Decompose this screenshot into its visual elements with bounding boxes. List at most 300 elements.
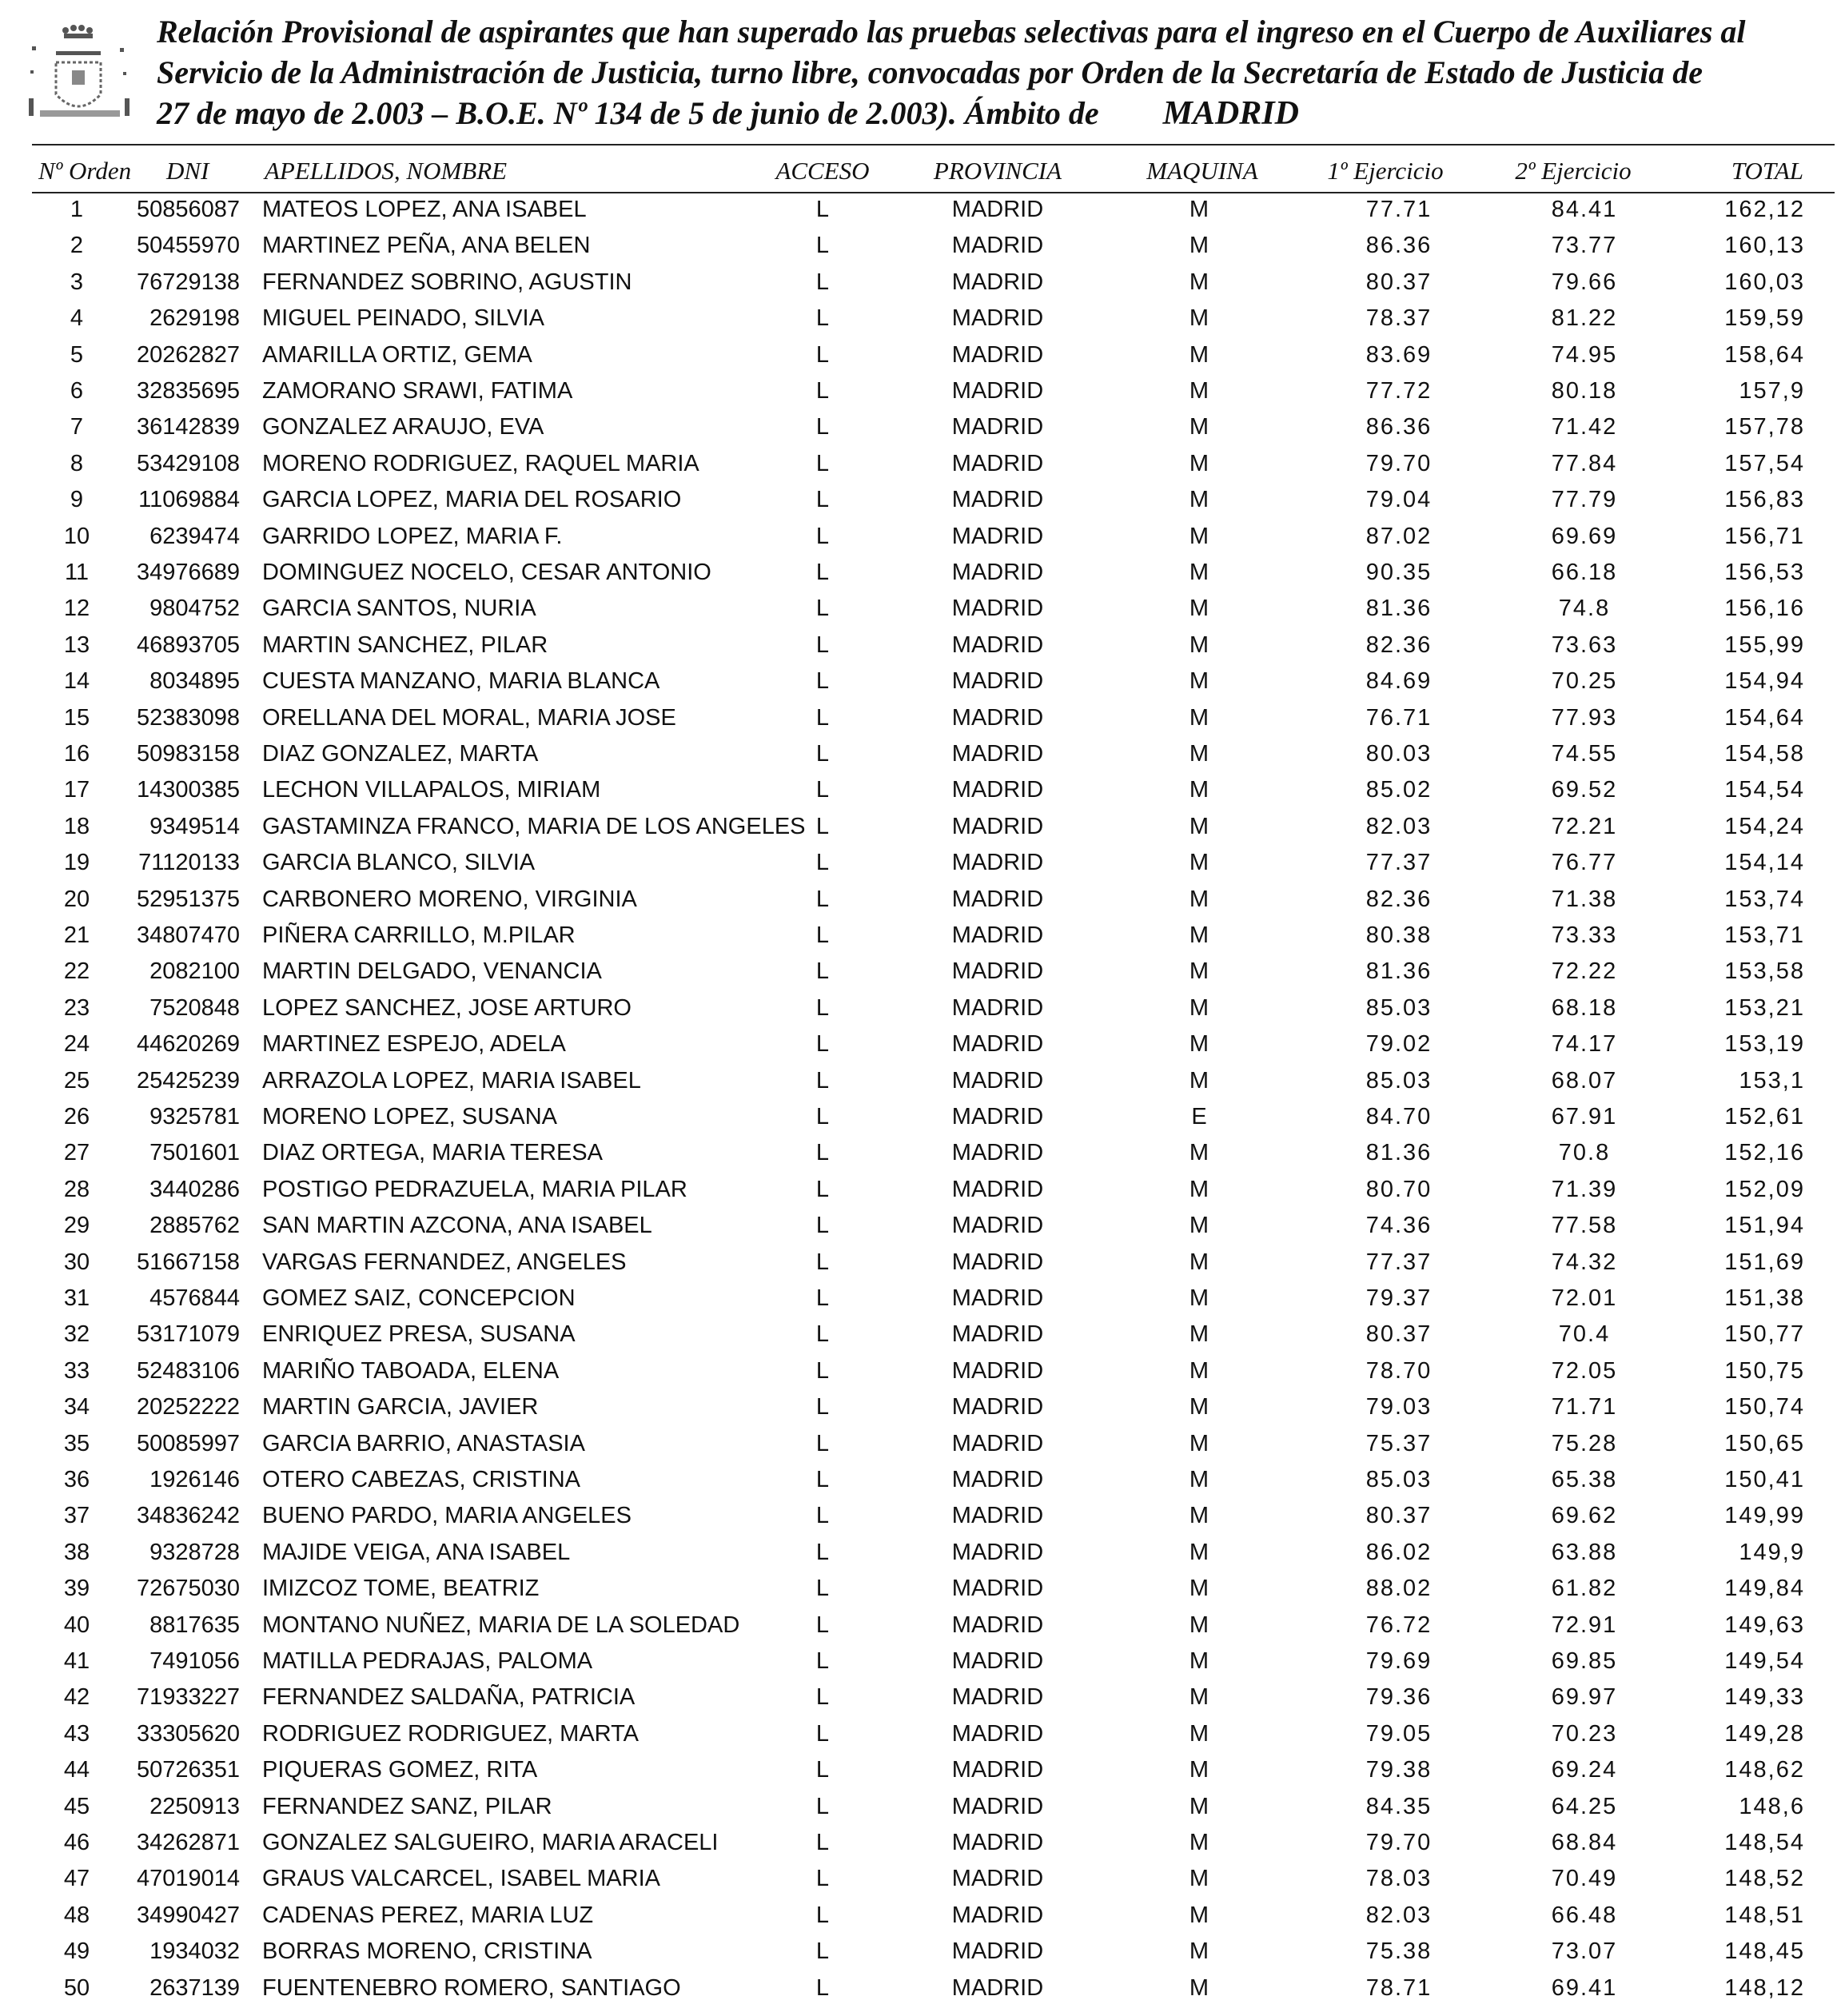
cell-ejercicio-1: 85.03 [1365, 1067, 1433, 1094]
cell-ejercicio-1: 85.02 [1365, 777, 1433, 803]
cell-dni: 7501601 [149, 1140, 240, 1166]
cell-provincia: MADRID [951, 922, 1044, 948]
cell-ejercicio-1: 81.36 [1365, 596, 1433, 622]
table-row [0, 269, 1841, 306]
cell-orden: 13 [63, 631, 90, 658]
cell-provincia: MADRID [951, 1140, 1044, 1166]
cell-provincia: MADRID [951, 1357, 1044, 1384]
cell-acceso: L [815, 450, 830, 476]
table-row [0, 705, 1841, 742]
cell-dni: 50455970 [136, 233, 240, 259]
cell-total: 148,6 [1739, 1793, 1805, 1819]
cell-acceso: L [815, 1467, 830, 1492]
cell-ejercicio-2: 66.18 [1551, 560, 1618, 585]
cell-ejercicio-1: 80.37 [1365, 269, 1433, 295]
cell-ejercicio-2: 69.24 [1551, 1757, 1618, 1783]
cell-acceso: L [815, 1176, 830, 1202]
cell-nombre: MORENO RODRIGUEZ, RAQUEL MARIA [262, 450, 699, 476]
cell-provincia: MADRID [951, 450, 1044, 476]
cell-ejercicio-1: 86.36 [1365, 233, 1433, 259]
cell-dni: 14300385 [136, 777, 240, 803]
cell-nombre: GOMEZ SAIZ, CONCEPCION [262, 1285, 576, 1311]
cell-maquina: M [1189, 1357, 1209, 1384]
table-row [0, 1431, 1841, 1468]
cell-acceso: L [815, 341, 830, 368]
cell-ejercicio-1: 80.03 [1365, 741, 1433, 767]
cell-maquina: M [1189, 560, 1209, 585]
cell-nombre: CADENAS PEREZ, MARIA LUZ [262, 1902, 594, 1928]
cell-dni: 47019014 [136, 1866, 240, 1892]
cell-ejercicio-1: 85.03 [1365, 1467, 1433, 1492]
cell-ejercicio-2: 80.18 [1551, 378, 1618, 404]
cell-acceso: L [815, 886, 830, 912]
cell-ejercicio-1: 77.71 [1365, 197, 1433, 222]
cell-dni: 32835695 [136, 378, 240, 404]
cell-nombre: RODRIGUEZ RODRIGUEZ, MARTA [262, 1720, 639, 1747]
cell-ejercicio-1: 87.02 [1365, 523, 1433, 549]
cell-acceso: L [815, 1285, 830, 1311]
table-row [0, 1031, 1841, 1068]
table-row [0, 524, 1841, 560]
table-row [0, 850, 1841, 886]
cell-total: 149,9 [1739, 1539, 1805, 1565]
cell-acceso: L [815, 813, 830, 839]
table-row [0, 922, 1841, 959]
cell-maquina: M [1189, 197, 1209, 222]
cell-dni: 44620269 [136, 1031, 240, 1058]
cell-ejercicio-2: 70.23 [1551, 1720, 1618, 1747]
cell-provincia: MADRID [951, 523, 1044, 549]
cell-ejercicio-1: 75.37 [1365, 1430, 1433, 1456]
cell-total: 156,83 [1724, 487, 1805, 513]
cell-provincia: MADRID [951, 704, 1044, 731]
cell-acceso: L [815, 1684, 830, 1711]
cell-nombre: GASTAMINZA FRANCO, MARIA DE LOS ANGELES [262, 813, 806, 839]
cell-total: 148,54 [1724, 1830, 1805, 1855]
cell-orden: 23 [63, 994, 90, 1021]
cell-ejercicio-2: 77.79 [1551, 487, 1618, 513]
cell-orden: 29 [63, 1213, 90, 1239]
cell-acceso: L [815, 777, 830, 803]
cell-provincia: MADRID [951, 1720, 1044, 1747]
cell-acceso: L [815, 1866, 830, 1892]
cell-orden: 26 [63, 1104, 90, 1130]
cell-provincia: MADRID [951, 1067, 1044, 1094]
cell-total: 148,45 [1724, 1938, 1805, 1965]
cell-orden: 5 [70, 341, 84, 368]
cell-total: 162,12 [1724, 197, 1805, 222]
cell-provincia: MADRID [951, 994, 1044, 1021]
cell-ejercicio-1: 79.70 [1365, 1830, 1433, 1855]
cell-provincia: MADRID [951, 1866, 1044, 1892]
cell-ejercicio-2: 69.62 [1551, 1503, 1618, 1529]
cell-total: 154,54 [1724, 777, 1805, 803]
cell-nombre: ORELLANA DEL MORAL, MARIA JOSE [262, 704, 676, 731]
cell-maquina: M [1189, 1902, 1209, 1928]
cell-acceso: L [815, 1720, 830, 1747]
cell-maquina: M [1189, 668, 1209, 695]
cell-provincia: MADRID [951, 487, 1044, 513]
cell-acceso: L [815, 1938, 830, 1965]
cell-nombre: CARBONERO MORENO, VIRGINIA [262, 886, 637, 912]
cell-provincia: MADRID [951, 1793, 1044, 1819]
cell-dni: 7520848 [149, 994, 240, 1021]
cell-provincia: MADRID [951, 886, 1044, 912]
cell-orden: 8 [70, 450, 84, 476]
cell-total: 160,03 [1724, 269, 1805, 295]
cell-acceso: L [815, 631, 830, 658]
cell-total: 156,53 [1724, 560, 1805, 585]
cell-dni: 71933227 [136, 1684, 240, 1711]
cell-dni: 52951375 [136, 886, 240, 912]
header-maquina: MAQUINA [1146, 157, 1258, 185]
header-orden: Nº Orden [38, 157, 132, 185]
cell-dni: 34976689 [136, 560, 240, 585]
cell-dni: 33305620 [136, 1720, 240, 1747]
cell-acceso: L [815, 487, 830, 513]
cell-ejercicio-2: 72.01 [1551, 1285, 1618, 1311]
cell-dni: 2629198 [149, 305, 240, 332]
cell-total: 154,58 [1724, 741, 1805, 767]
cell-acceso: L [815, 704, 830, 731]
cell-nombre: MARIÑO TABOADA, ELENA [262, 1357, 560, 1384]
cell-ejercicio-1: 74.36 [1365, 1213, 1433, 1239]
cell-nombre: GARRIDO LOPEZ, MARIA F. [262, 523, 563, 549]
cell-orden: 15 [63, 704, 90, 731]
cell-maquina: M [1189, 1612, 1209, 1638]
header-ejercicio-1: 1º Ejercicio [1327, 157, 1444, 185]
cell-nombre: GRAUS VALCARCEL, ISABEL MARIA [262, 1866, 660, 1892]
cell-provincia: MADRID [951, 741, 1044, 767]
cell-provincia: MADRID [951, 341, 1044, 368]
cell-provincia: MADRID [951, 305, 1044, 332]
cell-ejercicio-1: 78.03 [1365, 1866, 1433, 1892]
cell-nombre: MONTANO NUÑEZ, MARIA DE LA SOLEDAD [262, 1612, 740, 1638]
cell-ejercicio-2: 74.95 [1551, 341, 1618, 368]
cell-orden: 40 [63, 1612, 90, 1638]
cell-ejercicio-2: 74.55 [1551, 741, 1618, 767]
cell-ejercicio-2: 70.49 [1551, 1866, 1618, 1892]
cell-ejercicio-1: 81.36 [1365, 1140, 1433, 1166]
table-row [0, 487, 1841, 524]
cell-total: 157,54 [1724, 450, 1805, 476]
top-rule [32, 144, 1835, 145]
cell-total: 152,09 [1724, 1176, 1805, 1202]
table-row [0, 1866, 1841, 1902]
cell-ejercicio-1: 85.03 [1365, 994, 1433, 1021]
cell-dni: 2885762 [149, 1213, 240, 1239]
cell-dni: 34836242 [136, 1503, 240, 1529]
cell-total: 150,74 [1724, 1394, 1805, 1420]
cell-ejercicio-1: 82.03 [1365, 813, 1433, 839]
cell-maquina: M [1189, 378, 1209, 404]
cell-ejercicio-2: 71.71 [1551, 1394, 1618, 1420]
table-row [0, 632, 1841, 669]
cell-provincia: MADRID [951, 1830, 1044, 1855]
cell-provincia: MADRID [951, 596, 1044, 622]
header-acceso: ACCESO [775, 157, 870, 185]
table-row [0, 995, 1841, 1032]
cell-ejercicio-1: 82.36 [1365, 886, 1433, 912]
cell-ejercicio-2: 76.77 [1551, 850, 1618, 876]
cell-total: 153,58 [1724, 958, 1805, 985]
cell-orden: 47 [63, 1866, 90, 1892]
cell-ejercicio-2: 73.07 [1551, 1938, 1618, 1965]
cell-orden: 41 [63, 1648, 90, 1674]
cell-acceso: L [815, 1757, 830, 1783]
table-row [0, 1467, 1841, 1504]
cell-orden: 27 [63, 1140, 90, 1166]
table-row [0, 451, 1841, 488]
cell-nombre: GARCIA LOPEZ, MARIA DEL ROSARIO [262, 487, 682, 513]
cell-provincia: MADRID [951, 1249, 1044, 1275]
cell-provincia: MADRID [951, 1104, 1044, 1130]
cell-total: 153,21 [1724, 994, 1805, 1021]
cell-ejercicio-2: 69.41 [1551, 1974, 1618, 2001]
cell-provincia: MADRID [951, 958, 1044, 985]
cell-ejercicio-2: 72.22 [1551, 958, 1618, 985]
cell-ejercicio-2: 64.25 [1551, 1793, 1618, 1819]
cell-ejercicio-2: 77.58 [1551, 1213, 1618, 1239]
cell-nombre: POSTIGO PEDRAZUELA, MARIA PILAR [262, 1176, 687, 1202]
cell-maquina: M [1189, 922, 1209, 948]
cell-dni: 50856087 [136, 197, 240, 222]
cell-total: 156,71 [1724, 523, 1805, 549]
cell-total: 148,52 [1724, 1866, 1805, 1892]
table-row [0, 1213, 1841, 1249]
cell-ejercicio-1: 79.38 [1365, 1757, 1433, 1783]
cell-ejercicio-2: 73.63 [1551, 631, 1618, 658]
cell-acceso: L [815, 1612, 830, 1638]
table-row [0, 1830, 1841, 1867]
cell-nombre: CUESTA MANZANO, MARIA BLANCA [262, 668, 660, 695]
cell-total: 149,28 [1724, 1720, 1805, 1747]
title-line-1: Relación Provisional de aspirantes que han superado las pruebas selectivas para el ingreso en el Cuerpo de Auxiliares al [157, 14, 1746, 50]
table-row [0, 1068, 1841, 1105]
cell-maquina: M [1189, 1720, 1209, 1747]
cell-nombre: MATEOS LOPEZ, ANA ISABEL [262, 197, 587, 222]
cell-acceso: L [815, 741, 830, 767]
cell-ejercicio-1: 79.36 [1365, 1684, 1433, 1711]
cell-orden: 19 [63, 850, 90, 876]
cell-provincia: MADRID [951, 777, 1044, 803]
cell-total: 151,38 [1724, 1285, 1805, 1311]
cell-acceso: L [815, 269, 830, 295]
cell-ejercicio-1: 80.38 [1365, 922, 1433, 948]
cell-acceso: L [815, 1031, 830, 1058]
cell-maquina: M [1189, 305, 1209, 332]
cell-ejercicio-1: 78.71 [1365, 1974, 1433, 2001]
cell-dni: 2250913 [149, 1793, 240, 1819]
cell-acceso: L [815, 668, 830, 695]
cell-dni: 9349514 [149, 813, 240, 839]
cell-total: 149,63 [1724, 1612, 1805, 1638]
cell-total: 149,99 [1724, 1503, 1805, 1529]
cell-provincia: MADRID [951, 414, 1044, 440]
cell-maquina: M [1189, 1213, 1209, 1239]
cell-acceso: L [815, 1576, 830, 1602]
cell-maquina: M [1189, 994, 1209, 1021]
cell-ejercicio-2: 69.85 [1551, 1648, 1618, 1674]
cell-ejercicio-1: 84.35 [1365, 1793, 1433, 1819]
cell-ejercicio-1: 76.72 [1365, 1612, 1433, 1638]
table-row [0, 1394, 1841, 1431]
cell-acceso: L [815, 233, 830, 259]
cell-maquina: M [1189, 341, 1209, 368]
cell-total: 148,12 [1724, 1974, 1805, 2001]
cell-ejercicio-2: 69.52 [1551, 777, 1618, 803]
cell-dni: 2637139 [149, 1974, 240, 2001]
cell-ejercicio-2: 68.07 [1551, 1067, 1618, 1094]
cell-ejercicio-1: 79.02 [1365, 1031, 1433, 1058]
cell-nombre: LOPEZ SANCHEZ, JOSE ARTURO [262, 994, 632, 1021]
cell-nombre: MORENO LOPEZ, SUSANA [262, 1104, 558, 1130]
cell-maquina: M [1189, 1684, 1209, 1711]
cell-acceso: L [815, 305, 830, 332]
cell-dni: 4576844 [149, 1285, 240, 1311]
header-provincia: PROVINCIA [933, 157, 1062, 185]
cell-nombre: GARCIA BARRIO, ANASTASIA [262, 1430, 585, 1456]
cell-provincia: MADRID [951, 1938, 1044, 1965]
cell-acceso: L [815, 1830, 830, 1855]
cell-ejercicio-2: 74.32 [1551, 1249, 1618, 1275]
cell-total: 154,24 [1724, 813, 1805, 839]
cell-nombre: SAN MARTIN AZCONA, ANA ISABEL [262, 1213, 652, 1239]
cell-maquina: M [1189, 850, 1209, 876]
cell-maquina: M [1189, 1830, 1209, 1855]
cell-ejercicio-2: 72.05 [1551, 1357, 1618, 1384]
table-row [0, 741, 1841, 778]
table-row [0, 1358, 1841, 1395]
cell-ejercicio-2: 71.38 [1551, 886, 1618, 912]
cell-nombre: PIÑERA CARRILLO, M.PILAR [262, 922, 576, 948]
cell-dni: 7491056 [149, 1648, 240, 1674]
cell-ejercicio-1: 78.70 [1365, 1357, 1433, 1384]
cell-orden: 31 [63, 1285, 90, 1311]
cell-dni: 9804752 [149, 596, 240, 622]
cell-dni: 8817635 [149, 1612, 240, 1638]
cell-maquina: M [1189, 1757, 1209, 1783]
cell-dni: 20262827 [136, 341, 240, 368]
cell-dni: 1934032 [149, 1938, 240, 1965]
cell-acceso: L [815, 994, 830, 1021]
cell-ejercicio-1: 79.05 [1365, 1720, 1433, 1747]
cell-maquina: M [1189, 1430, 1209, 1456]
cell-total: 151,69 [1724, 1249, 1805, 1275]
cell-total: 153,74 [1724, 886, 1805, 912]
table-row [0, 814, 1841, 851]
cell-maquina: M [1189, 523, 1209, 549]
cell-maquina: M [1189, 414, 1209, 440]
cell-maquina: M [1189, 631, 1209, 658]
table-row [0, 1648, 1841, 1685]
cell-dni: 6239474 [149, 523, 240, 549]
cell-dni: 34262871 [136, 1830, 240, 1855]
cell-nombre: VARGAS FERNANDEZ, ANGELES [262, 1249, 627, 1275]
cell-provincia: MADRID [951, 1612, 1044, 1638]
cell-orden: 37 [63, 1503, 90, 1529]
cell-ejercicio-2: 70.25 [1551, 668, 1618, 695]
cell-nombre: ZAMORANO SRAWI, FATIMA [262, 378, 573, 404]
cell-provincia: MADRID [951, 1648, 1044, 1674]
table-row [0, 1104, 1841, 1141]
cell-orden: 6 [70, 378, 84, 404]
header-nombre: APELLIDOS, NOMBRE [265, 157, 508, 185]
cell-total: 159,59 [1724, 305, 1805, 332]
cell-orden: 38 [63, 1539, 90, 1565]
cell-maquina: M [1189, 704, 1209, 731]
cell-total: 153,71 [1724, 922, 1805, 948]
cell-orden: 28 [63, 1176, 90, 1202]
cell-dni: 53171079 [136, 1321, 240, 1348]
cell-ejercicio-2: 69.69 [1551, 523, 1618, 549]
cell-acceso: L [815, 1213, 830, 1239]
cell-dni: 76729138 [136, 269, 240, 295]
cell-provincia: MADRID [951, 631, 1044, 658]
cell-maquina: M [1189, 1394, 1209, 1420]
cell-orden: 30 [63, 1249, 90, 1275]
table-row [0, 1975, 1841, 2012]
cell-orden: 14 [63, 668, 90, 695]
cell-ejercicio-1: 88.02 [1365, 1576, 1433, 1602]
cell-dni: 52383098 [136, 704, 240, 731]
cell-ejercicio-1: 79.37 [1365, 1285, 1433, 1311]
cell-total: 154,94 [1724, 668, 1805, 695]
cell-ejercicio-2: 61.82 [1551, 1576, 1618, 1602]
cell-total: 149,54 [1724, 1648, 1805, 1674]
cell-ejercicio-1: 79.70 [1365, 450, 1433, 476]
cell-total: 153,1 [1739, 1067, 1805, 1094]
cell-acceso: L [815, 1503, 830, 1529]
cell-nombre: MARTINEZ ESPEJO, ADELA [262, 1031, 566, 1058]
cell-ejercicio-1: 79.03 [1365, 1394, 1433, 1420]
cell-provincia: MADRID [951, 850, 1044, 876]
cell-provincia: MADRID [951, 1285, 1044, 1311]
cell-ejercicio-2: 79.66 [1551, 269, 1618, 295]
cell-ejercicio-2: 73.77 [1551, 233, 1618, 259]
cell-orden: 25 [63, 1067, 90, 1094]
cell-acceso: L [815, 414, 830, 440]
cell-nombre: GARCIA SANTOS, NURIA [262, 596, 536, 622]
cell-nombre: LECHON VILLAPALOS, MIRIAM [262, 777, 601, 803]
cell-acceso: L [815, 1430, 830, 1456]
cell-total: 148,51 [1724, 1902, 1805, 1928]
cell-acceso: L [815, 197, 830, 222]
cell-dni: 53429108 [136, 450, 240, 476]
cell-orden: 32 [63, 1321, 90, 1348]
table-row [0, 1612, 1841, 1649]
table-row [0, 668, 1841, 705]
table-row [0, 1140, 1841, 1177]
cell-nombre: IMIZCOZ TOME, BEATRIZ [262, 1576, 540, 1602]
cell-ejercicio-1: 82.03 [1365, 1902, 1433, 1928]
cell-orden: 48 [63, 1902, 90, 1928]
cell-orden: 17 [63, 777, 90, 803]
cell-provincia: MADRID [951, 1576, 1044, 1602]
cell-dni: 52483106 [136, 1357, 240, 1384]
cell-ejercicio-2: 65.38 [1551, 1467, 1618, 1492]
cell-nombre: DIAZ ORTEGA, MARIA TERESA [262, 1140, 603, 1166]
cell-maquina: M [1189, 1648, 1209, 1674]
cell-total: 154,64 [1724, 704, 1805, 731]
cell-maquina: M [1189, 741, 1209, 767]
cell-dni: 11069884 [138, 487, 240, 513]
cell-ejercicio-2: 84.41 [1551, 197, 1618, 222]
cell-ejercicio-2: 72.21 [1551, 813, 1618, 839]
cell-total: 153,19 [1724, 1031, 1805, 1058]
cell-ejercicio-1: 84.69 [1365, 668, 1433, 695]
cell-dni: 71120133 [138, 850, 240, 876]
